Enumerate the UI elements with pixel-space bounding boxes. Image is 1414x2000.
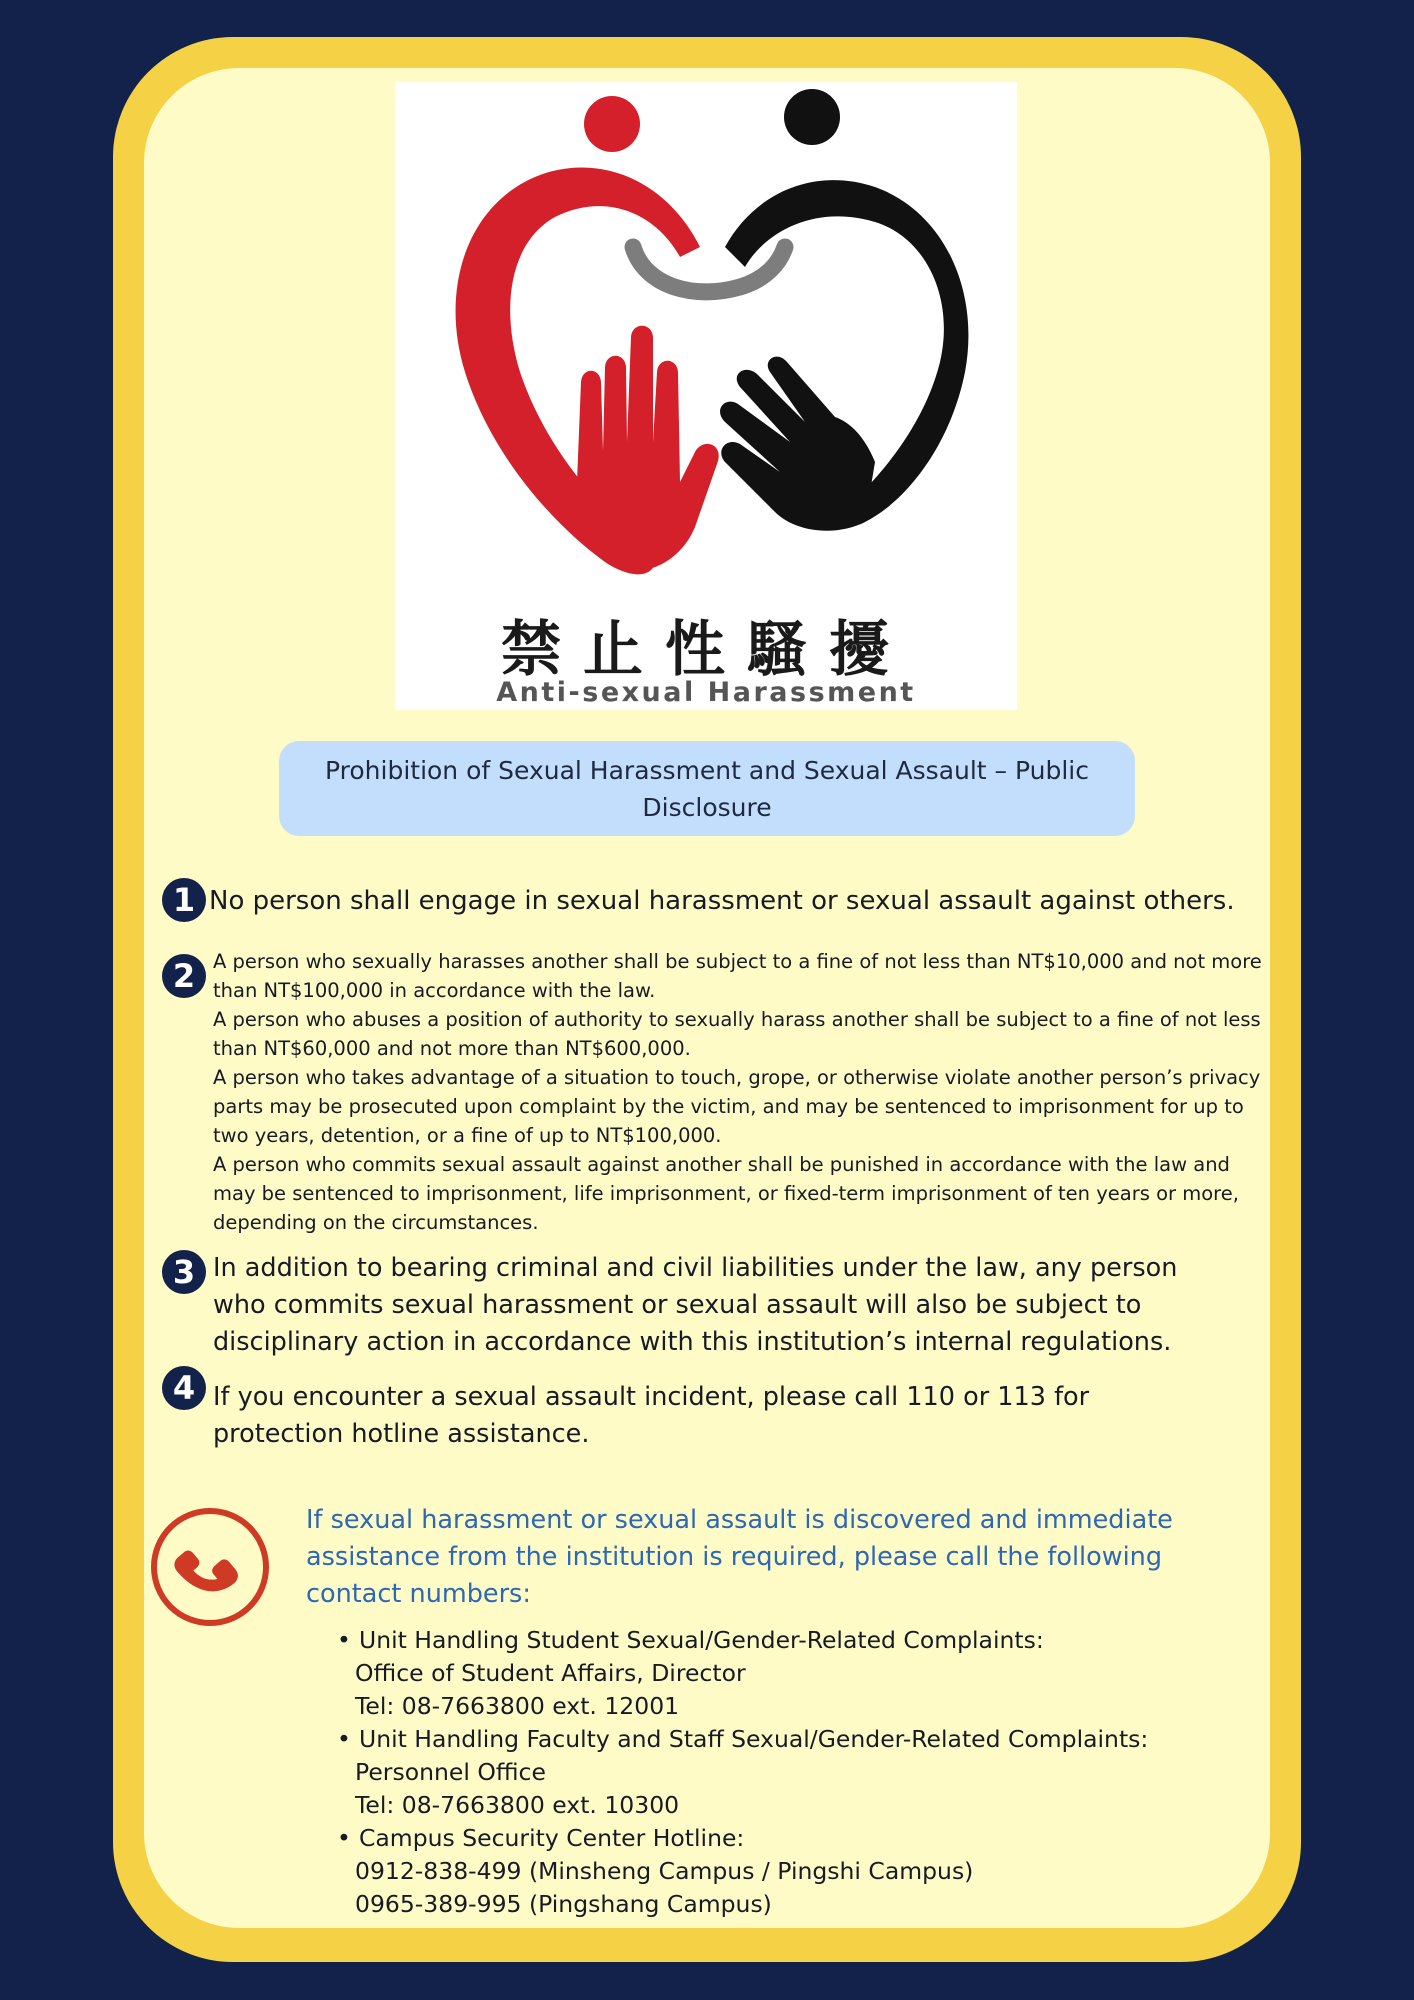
contact-line: 0965-389-995 (Pingshang Campus) [355,1890,772,1918]
point-2-paragraph: A person who sexually harasses another shall be subject to a fine of not less than NT$10,000 and not more than NT$100,000 in accordance with the law. [213,950,1262,1002]
contact-line: Tel: 08-7663800 ext. 10300 [355,1791,680,1819]
contact-item [335,1822,1215,1921]
point-number-4: 4 [162,1366,206,1410]
bullet-icon: • [337,1824,351,1852]
anti-harassment-logo [395,82,1017,710]
bullet-icon: • [337,1725,351,1753]
point-number-1: 1 [162,878,206,922]
logo-chinese-text: 禁止性騷擾 [501,615,911,685]
contact-list [335,1624,1215,1921]
contact-line: Office of Student Affairs, Director [355,1659,746,1687]
contact-heading: Unit Handling Faculty and Staff Sexual/Gender-Related Complaints: [359,1725,1149,1753]
contact-intro: If sexual harassment or sexual assault is discovered and immediate assistance from the institution is required, please call the following contact numbers: [306,1505,1173,1609]
point-2-paragraph: A person who abuses a position of authority to sexually harass another shall be subject to a fine of not less than NT$60,000 and not more than NT$600,000. [213,1008,1261,1060]
point-number-2: 2 [162,954,206,998]
point-2-paragraph: A person who commits sexual assault against another shall be punished in accordance with the law and may be sentenced to imprisonment, life imprisonment, or fixed-term imprisonment of ten years or more, depending on the circumstances. [213,1153,1239,1234]
point-1-text: No person shall engage in sexual harassment or sexual assault against others. [209,886,1235,916]
point-2-text [213,947,1263,1237]
contact-item [335,1723,1215,1822]
point-4-text: If you encounter a sexual assault incident, please call 110 or 113 for protection hotline assistance. [213,1382,1090,1449]
contact-heading: Campus Security Center Hotline: [359,1824,745,1852]
point-3-text: In addition to bearing criminal and civil liabilities under the law, any person who commits sexual harassment or sexual assault will also be subject to disciplinary action in accordance with this institution’s internal regulations. [213,1253,1178,1357]
bullet-icon: • [337,1626,351,1654]
page-title: Prohibition of Sexual Harassment and Sexual Assault – Public Disclosure [279,741,1135,836]
contact-line: 0912-838-499 (Minsheng Campus / Pingshi Campus) [355,1857,974,1885]
point-number-3: 3 [162,1250,206,1294]
logo-english-text: Anti-sexual Harassment [496,677,916,708]
phone-icon [148,1505,272,1629]
contact-item [335,1624,1215,1723]
contact-heading: Unit Handling Student Sexual/Gender-Related Complaints: [359,1626,1044,1654]
point-2-paragraph: A person who takes advantage of a situation to touch, grope, or otherwise violate another person’s privacy parts may be prosecuted upon complaint by the victim, and may be sentenced to imprisonment for up to two years, detention, or a fine of up to NT$100,000. [213,1066,1261,1147]
contact-line: Personnel Office [355,1758,546,1786]
contact-line: Tel: 08-7663800 ext. 12001 [355,1692,680,1720]
